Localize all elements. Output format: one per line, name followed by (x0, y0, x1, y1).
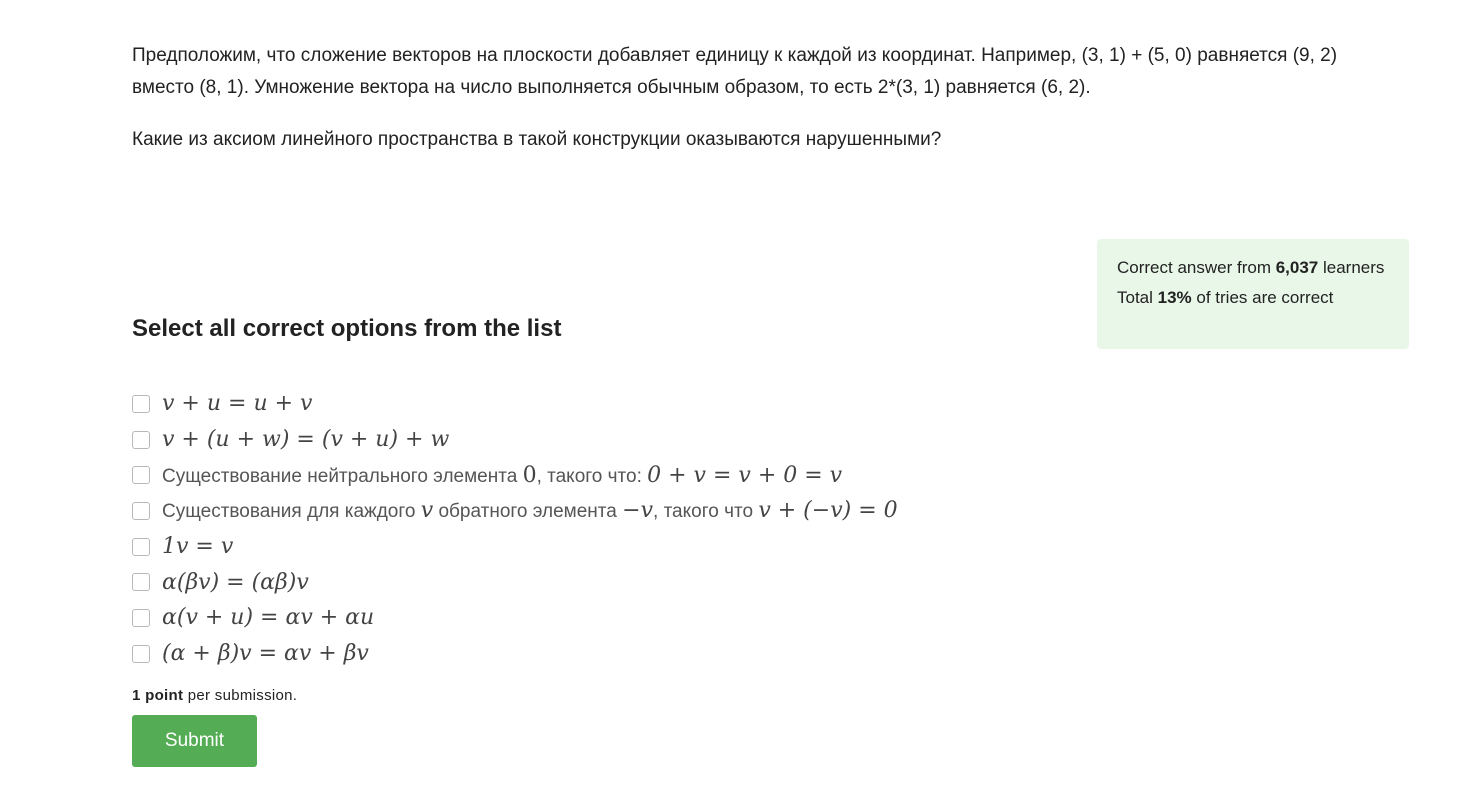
option-inverse-element[interactable] (132, 493, 898, 529)
checkbox[interactable] (132, 538, 150, 556)
points-info (132, 687, 297, 704)
option-label (162, 570, 309, 595)
option-formula: 0 + v = v + 0 = v (647, 462, 843, 488)
option-associativity[interactable] (132, 422, 898, 458)
option-label (162, 427, 449, 452)
checkbox[interactable] (132, 466, 150, 484)
total-suffix: of tries are correct (1191, 288, 1334, 307)
option-unit-scalar[interactable] (132, 529, 898, 565)
correct-answers-stat (1117, 255, 1389, 280)
inverse-symbol: −v (622, 498, 654, 524)
option-neutral-element[interactable] (132, 457, 898, 493)
option-text: Существование нейтрального элемента (162, 465, 523, 487)
submit-button[interactable]: Submit (132, 715, 257, 767)
options-list (132, 386, 898, 672)
checkbox[interactable] (132, 609, 150, 627)
option-formula: α(βv) = (αβ)v (162, 569, 309, 595)
option-text: Существования для каждого (162, 501, 421, 523)
option-label (162, 463, 842, 488)
zero-vector: 0 (522, 462, 537, 488)
checkbox[interactable] (132, 502, 150, 520)
select-title: Select all correct options from the list (132, 315, 562, 342)
checkbox[interactable] (132, 573, 150, 591)
option-label (162, 534, 233, 559)
option-scalar-associativity[interactable] (132, 564, 898, 600)
points-suffix: per submission. (183, 687, 298, 704)
option-label (162, 641, 369, 666)
vector-symbol: v (420, 498, 434, 524)
option-text: , такого что: (536, 465, 648, 487)
option-scalar-distributivity[interactable] (132, 636, 898, 672)
total-prefix: Total (1117, 288, 1158, 307)
option-label (162, 498, 898, 523)
option-commutativity[interactable] (132, 386, 898, 422)
stats-panel (1097, 239, 1409, 349)
learners-count: 6,037 (1275, 258, 1319, 277)
checkbox[interactable] (132, 395, 150, 413)
option-text: , такого что (653, 501, 759, 523)
problem-paragraph: Предположим, что сложение векторов на плоскости добавляет единицу к каждой из координат. Например, (3, 1) + (5, 0) равняется (9, 2) вместо (8, 1). Умножение вектора на число выполняется обычным образом, то есть 2*(3, 1) равняется (6, 2). (132, 45, 1338, 98)
option-label (162, 391, 312, 416)
problem-statement (132, 40, 1392, 156)
stat-prefix: Correct answer from (1117, 258, 1276, 277)
option-formula: v + (−v) = 0 (758, 498, 898, 524)
checkbox[interactable] (132, 645, 150, 663)
problem-question: Какие из аксиом линейного пространства в такой конструкции оказываются нарушенными? (132, 129, 942, 150)
option-formula: v + u = u + v (162, 391, 313, 417)
option-formula: v + (u + w) = (v + u) + w (162, 427, 450, 453)
option-label (162, 605, 374, 630)
option-formula: (α + β)v = αv + βv (162, 641, 369, 667)
stat-suffix: learners (1318, 258, 1385, 277)
points-value: 1 point (132, 687, 184, 704)
option-formula: α(v + u) = αv + αu (162, 605, 375, 631)
checkbox[interactable] (132, 431, 150, 449)
total-percent: 13% (1157, 288, 1192, 307)
option-formula: 1v = v (162, 534, 234, 560)
option-text: обратного элемента (433, 501, 623, 523)
tries-stat (1117, 285, 1389, 310)
option-vector-distributivity[interactable] (132, 600, 898, 636)
